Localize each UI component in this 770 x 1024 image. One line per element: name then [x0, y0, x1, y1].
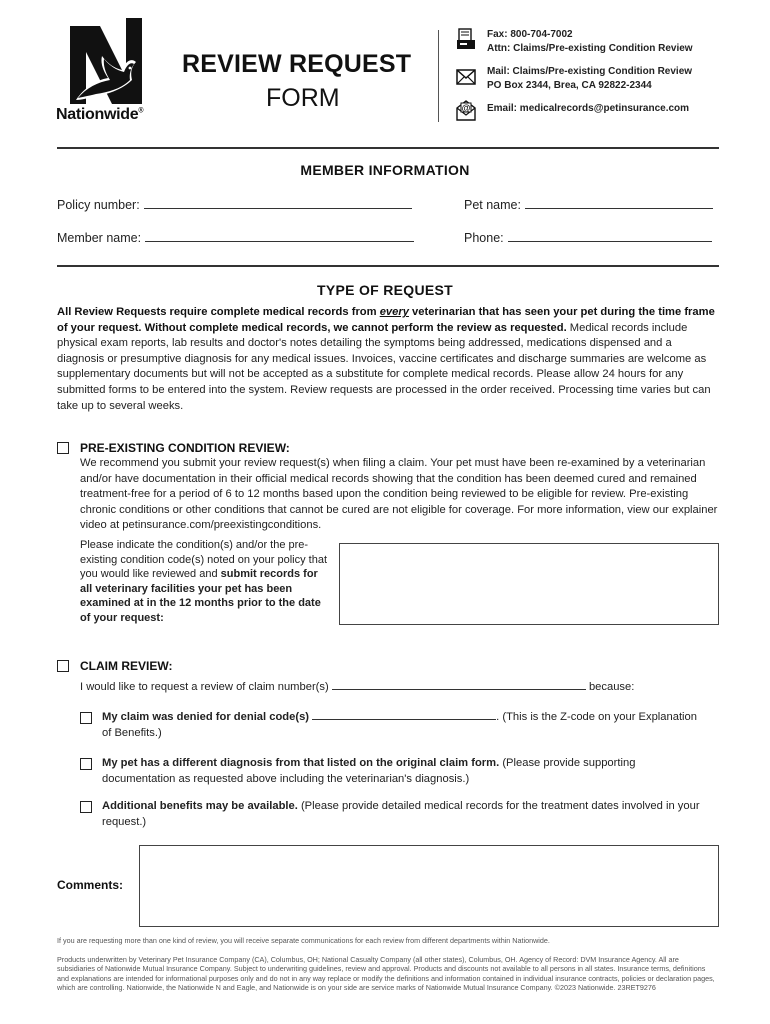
- policy-number-field[interactable]: [57, 197, 412, 212]
- fax-icon: [456, 28, 476, 50]
- footer-legal: Products underwritten by Veterinary Pet Insurance Company (CA), Columbus, OH; National Casualty Company (all other states), Columbus, OH. Agency of Record: DVM Insurance Agency. All are subsidiaries of Nationwide Mutual Insurance Company. Subject to underwriting guidelines, review and approval. Products and discounts not available to all persons in all states. Insurance terms, definitions and explanations are intended for informational purposes only and do not in any way replace or modify the definitions and information contained in individual insurance contracts, policies or declaration pages, which are controlling. Nationwide, the Nationwide N and Eagle, and Nationwide is on your side are service marks of Nationwide Mutual Insurance Company. ©2023 Nationwide. 23RET9276: [57, 955, 715, 993]
- member-name-input[interactable]: [145, 230, 414, 242]
- denial-code-input[interactable]: [312, 710, 496, 720]
- pet-name-input[interactable]: [525, 197, 713, 209]
- comments-label: Comments:: [57, 878, 124, 892]
- claim-review-heading: CLAIM REVIEW:: [80, 659, 173, 673]
- preexisting-prompt-plain: Please indicate the condition(s) and/or the pre-existing condition code(s) noted on your policy that you would like reviewed and: [80, 539, 328, 581]
- denial-code-label: My claim was denied for denial code(s): [102, 711, 310, 723]
- phone-label: Phone:: [464, 231, 504, 245]
- additional-benefits-label: Additional benefits may be available.: [102, 800, 298, 812]
- request-body: Medical records include physical exam reports, lab results and doctor's notes detailing the symptoms being addressed, medications dispensed and a diagnosis or presumptive diagnosis for any medical issues. Invoices, vaccine certificates and discharge summaries are welcome as supplementary documents but will not be accepted as a substitute for complete medical records. Please allow 24 hours for any submitted forms to be entered into the system. Review requests are processed in the order received. Processing time varies but can take up to several weeks.: [57, 321, 711, 412]
- type-of-request-heading: TYPE OF REQUEST: [317, 282, 453, 298]
- envelope-icon: [456, 67, 476, 89]
- policy-number-input[interactable]: [144, 197, 412, 209]
- mail-address-line2: PO Box 2344, Brea, CA 92822-2344: [487, 80, 652, 91]
- claim-number-because: because:: [588, 681, 635, 693]
- pet-name-label: Pet name:: [464, 198, 521, 212]
- preexisting-review-body: We recommend you submit your review request(s) when filing a claim. Your pet must have been re-examined by a veterinarian and/or have documentation in their official medical records showing that the condition has been deemed cured and remained treatment-free for a period of 6 to 12 months based upon the condition being reviewed to be eligible for review. Pre-existing chronic conditions or other conditions that cannot be cured are not eligible for coverage. For more information, view our explainer video at petinsurance.com/preexistingconditions.: [80, 457, 718, 532]
- mail-address-line1: Mail: Claims/Pre-existing Condition Review: [487, 66, 693, 77]
- request-bold-part2: veterinarian that has seen your pet during the time frame of your request. Without complete medical records, we cannot perform the review as requested.: [57, 306, 715, 334]
- nationwide-logo: [56, 18, 160, 126]
- additional-benefits-option: [102, 799, 702, 830]
- fax-number: 800-704-7002: [510, 29, 573, 40]
- denial-code-note: . (This is the Z-code on your Explanation of Benefits.): [102, 711, 697, 739]
- member-name-label: Member name:: [57, 231, 142, 245]
- fax-attn: Attn: Claims/Pre-existing Condition Review: [487, 43, 693, 54]
- form-title: REVIEW REQUEST: [182, 50, 412, 78]
- denial-code-option: [102, 710, 702, 741]
- pet-name-field[interactable]: [464, 197, 713, 212]
- request-bold-every: every: [379, 306, 409, 318]
- denial-code-checkbox[interactable]: [80, 712, 92, 724]
- member-info-heading: MEMBER INFORMATION: [300, 162, 470, 178]
- different-diagnosis-option: [102, 756, 707, 787]
- additional-benefits-checkbox[interactable]: [80, 801, 92, 813]
- different-diagnosis-note: (Please provide supporting documentation as requested above including the veterinarian's diagnosis.): [102, 757, 636, 785]
- phone-input[interactable]: [508, 230, 712, 242]
- additional-benefits-note: (Please provide detailed medical records for the treatment dates involved in your request.): [102, 800, 700, 828]
- different-diagnosis-label: My pet has a different diagnosis from that listed on the original claim form.: [102, 757, 500, 769]
- preexisting-review-heading: PRE-EXISTING CONDITION REVIEW:: [80, 441, 290, 455]
- request-bold-part1: All Review Requests require complete medical records from: [57, 306, 380, 318]
- claim-number-field[interactable]: [80, 680, 720, 696]
- request-instructions: [57, 305, 722, 414]
- preexisting-review-checkbox[interactable]: [57, 442, 69, 454]
- preexisting-prompt-bold: submit records for all veterinary facilities your pet has been examined at in the 12 months prior to the date of your request:: [80, 568, 321, 624]
- footer-note: If you are requesting more than one kind of review, you will receive separate communications for each review from different departments within Nationwide.: [57, 936, 550, 945]
- divider-middle: [57, 265, 719, 267]
- header-divider: [438, 30, 439, 122]
- member-name-field[interactable]: [57, 230, 414, 245]
- phone-field[interactable]: [464, 230, 712, 245]
- svg-text:@: @: [461, 103, 471, 113]
- email-label: Email:: [487, 103, 518, 114]
- email-at-icon: [456, 96, 476, 122]
- registered-mark: ®: [138, 107, 144, 115]
- logo-wordmark: Nationwide: [56, 106, 139, 123]
- email-address: medicalrecords@petinsurance.com: [519, 103, 690, 114]
- preexisting-conditions-textbox[interactable]: [339, 543, 719, 625]
- comments-textbox[interactable]: [139, 845, 719, 927]
- preexisting-prompt: [80, 538, 332, 626]
- claim-number-label: I would like to request a review of claim number(s): [80, 681, 329, 693]
- form-subtitle: FORM: [266, 84, 340, 112]
- fax-label: Fax:: [487, 29, 508, 40]
- divider-top: [57, 147, 719, 149]
- nationwide-eagle-icon: [70, 18, 142, 104]
- claim-number-input[interactable]: [332, 680, 586, 690]
- policy-number-label: Policy number:: [57, 198, 140, 212]
- claim-review-checkbox[interactable]: [57, 660, 69, 672]
- different-diagnosis-checkbox[interactable]: [80, 758, 92, 770]
